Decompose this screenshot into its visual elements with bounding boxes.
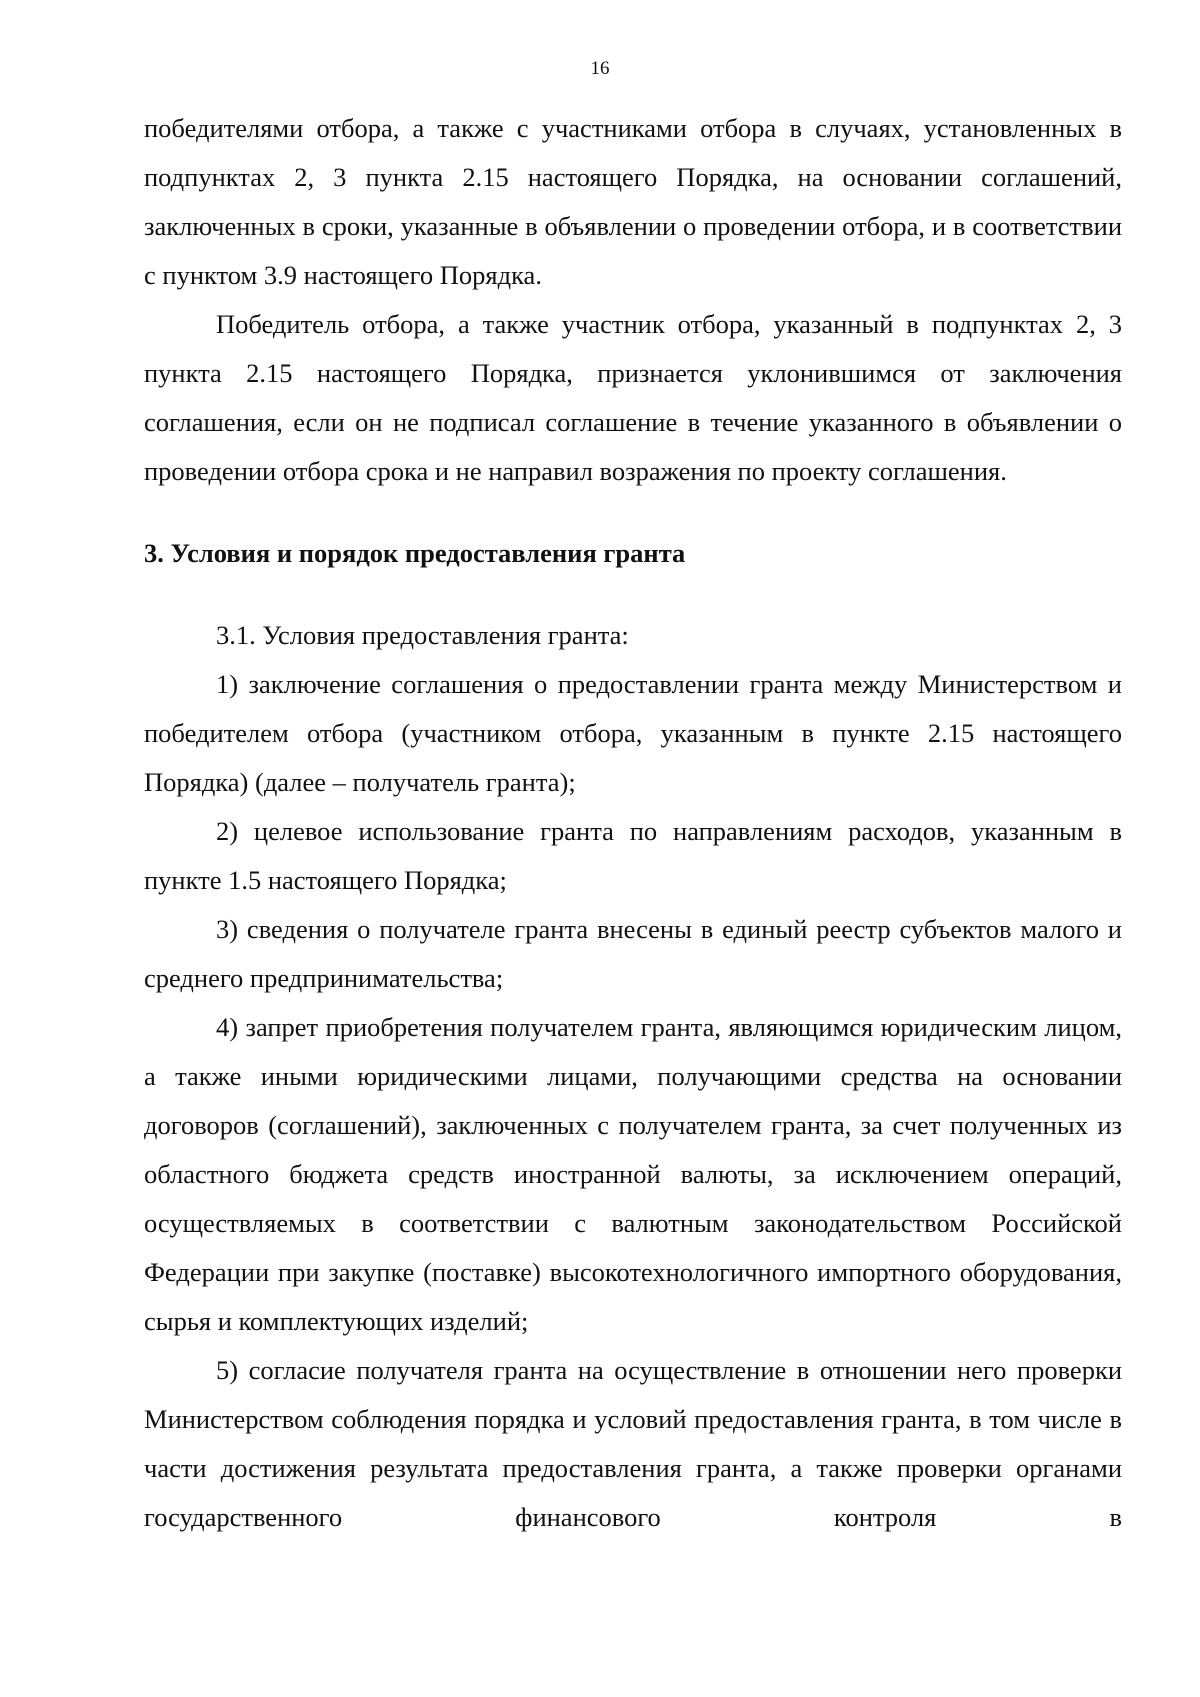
list-item-4: 4) запрет приобретения получателем гранта, являющимся юридическим лицом, а также иными юридическими лицами, получающими средства на основании договоров (соглашений), заключенных с получателем гранта, за счет полученных из областного бюджета средств иностранной валюты, за исключением операций, осуществляемых в соответствии с валютным законодательством Российской Федерации при закупке (поставке) высокотехнологичного импортного оборудования, сырья и комплектующих изделий; bbox=[144, 1012, 1122, 1336]
paragraph-winners-agreements: победителями отбора, а также с участниками отбора в случаях, установленных в подпунктах 2, 3 пункта 2.15 настоящего Порядка, на основании соглашений, заключенных в сроки, указанные в объявлении о проведении отбора, и в соответствии с пунктом 3.9 настоящего Порядка. bbox=[144, 113, 1122, 290]
paragraph-conditions-title: 3.1. Условия предоставления гранта: bbox=[216, 620, 629, 650]
section-heading: 3. Условия и порядок предоставления гранта bbox=[144, 538, 686, 568]
list-item-3: 3) сведения о получателе гранта внесены в единый реестр субъектов малого и среднего предпринимательства; bbox=[144, 914, 1122, 993]
paragraph-evading-winner: Победитель отбора, а также участник отбора, указанный в подпунктах 2, 3 пункта 2.15 настоящего Порядка, признается уклонившимся от заключения соглашения, если он не подписал соглашение в течение указанного в объявлении о проведении отбора срока и не направил возражения по проекту соглашения. bbox=[144, 309, 1122, 486]
list-item-1: 1) заключение соглашения о предоставлении гранта между Министерством и победителем отбора (участником отбора, указанным в пункте 2.15 настоящего Порядка) (далее – получатель гранта); bbox=[144, 669, 1122, 797]
list-item-5: 5) согласие получателя гранта на осуществление в отношении него проверки Министерством соблюдения порядка и условий предоставления гранта, в том числе в части достижения результата предоставления гранта, а также проверки органами государственного финансового контроля в bbox=[144, 1355, 1122, 1532]
page-number: 16 bbox=[590, 58, 610, 79]
list-item-2: 2) целевое использование гранта по направлениям расходов, указанным в пункте 1.5 настоящего Порядка; bbox=[144, 816, 1122, 895]
document-body bbox=[144, 104, 1122, 1542]
